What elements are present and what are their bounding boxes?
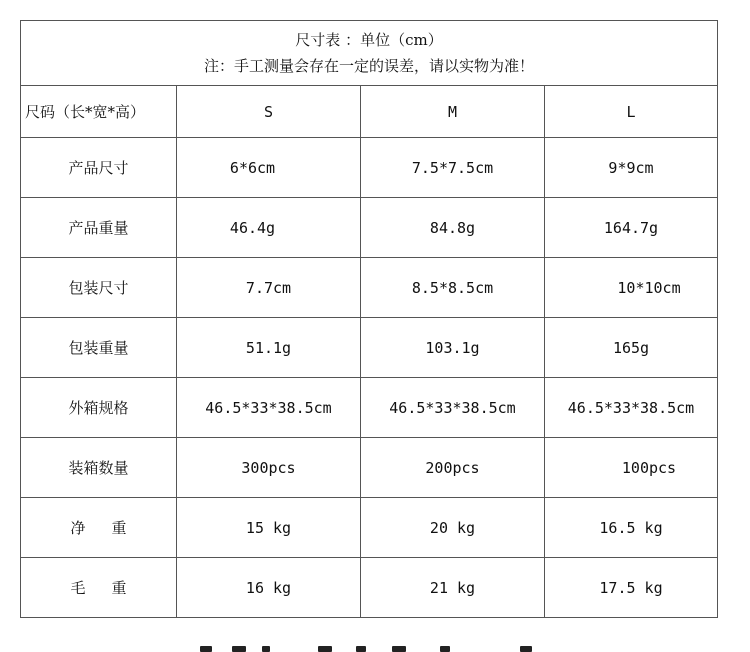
table-title: 尺寸表 ：单位（cm） <box>295 31 443 49</box>
row-label: 毛重 <box>70 579 153 597</box>
column-header-size: 尺码（长*宽*高） <box>21 86 177 138</box>
column-header-row <box>21 86 718 138</box>
table-header <box>21 21 718 86</box>
table-row <box>21 438 718 498</box>
cell-value: 46.5*33*38.5cm <box>177 378 361 438</box>
cell-value: 200pcs <box>425 458 480 477</box>
row-label: 产品尺寸 <box>21 138 177 198</box>
cell-value: 46.4g <box>229 218 276 237</box>
cell-value: 16 kg <box>245 578 292 597</box>
cell-value: 300pcs <box>241 458 296 477</box>
table-row <box>21 258 718 318</box>
cell-value: 84.8g <box>429 218 476 237</box>
cell-value: 21 kg <box>429 578 476 597</box>
cell-value: 20 kg <box>429 518 476 537</box>
cell-value: 6*6cm <box>229 158 276 177</box>
row-label: 外箱规格 <box>21 378 177 438</box>
table-row <box>21 138 718 198</box>
table-row <box>21 198 718 258</box>
cell-value: 17.5 kg <box>599 578 663 597</box>
cell-value: 51.1g <box>245 338 292 357</box>
cell-value: 15 kg <box>245 518 292 537</box>
table-header-row <box>21 21 718 86</box>
cell-value: 164.7g <box>603 218 659 237</box>
column-header-l: L <box>545 86 718 138</box>
size-chart-table <box>20 20 718 618</box>
cell-value: 8.5*8.5cm <box>411 278 494 297</box>
table-row <box>21 318 718 378</box>
row-label: 装箱数量 <box>21 438 177 498</box>
table-note: 注：手工测量会存在一定的误差，请以实物为准！ <box>204 57 535 75</box>
cell-value: 46.5*33*38.5cm <box>361 378 545 438</box>
column-header-s: S <box>177 86 361 138</box>
row-label: 净重 <box>70 519 153 537</box>
cell-value: 16.5 kg <box>599 518 663 537</box>
table-row <box>21 498 718 558</box>
table-row <box>21 558 718 618</box>
cell-value: 46.5*33*38.5cm <box>545 378 718 438</box>
table-row <box>21 378 718 438</box>
cell-value: 10*10cm <box>617 278 681 297</box>
row-label: 包装尺寸 <box>21 258 177 318</box>
cropped-text-fragment <box>0 640 750 652</box>
row-label: 包装重量 <box>21 318 177 378</box>
row-label: 产品重量 <box>21 198 177 258</box>
cell-value: 100pcs <box>621 458 677 477</box>
cell-value: 7.5*7.5cm <box>411 158 494 177</box>
cell-value: 103.1g <box>425 338 480 357</box>
column-header-m: M <box>361 86 545 138</box>
cell-value: 7.7cm <box>245 278 292 297</box>
cell-value: 165g <box>612 338 650 357</box>
cell-value: 9*9cm <box>608 158 654 177</box>
